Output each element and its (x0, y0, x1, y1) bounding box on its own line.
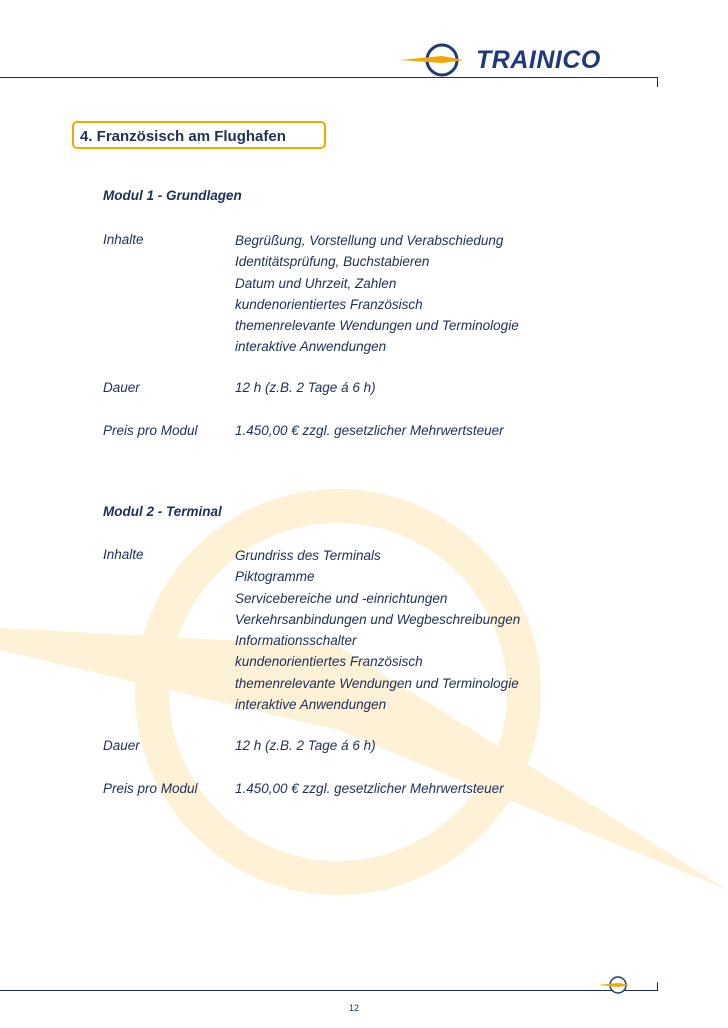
module-2-content-list (235, 545, 520, 715)
module-1-duration-value: 12 h (z.B. 2 Tage á 6 h) (235, 380, 376, 395)
footer-rule-tick (657, 982, 658, 991)
list-item: Grundriss des Terminals (235, 548, 381, 563)
list-item: interaktive Anwendungen (235, 697, 387, 713)
list-item: Datum und Uhrzeit, Zahlen (235, 275, 397, 291)
module-1-content-label: Inhalte (103, 232, 144, 247)
module-1-title: Modul 1 - Grundlagen (103, 188, 242, 203)
module-1-price-value: 1.450,00 € zzgl. gesetzlicher Mehrwertsteuer (235, 423, 504, 438)
footer-logo-icon (596, 974, 636, 996)
list-item: interaktive Anwendungen (235, 339, 387, 355)
list-item: Verkehrsanbindungen und Wegbeschreibungen (235, 611, 521, 627)
module-2-duration-label: Dauer (103, 738, 140, 753)
module-1-content-list (235, 230, 519, 358)
module-1-duration-label: Dauer (103, 380, 140, 395)
header-rule-tick (657, 77, 658, 87)
module-2-content-label: Inhalte (103, 547, 144, 562)
module-2-price-value: 1.450,00 € zzgl. gesetzlicher Mehrwertsteuer (235, 781, 504, 796)
page-number: 12 (348, 1003, 359, 1013)
list-item: themenrelevante Wendungen und Terminologie (235, 675, 519, 691)
list-item: Informationsschalter (235, 633, 357, 649)
module-2-title: Modul 2 - Terminal (103, 504, 222, 519)
list-item: Servicebereiche und -einrichtungen (235, 590, 448, 606)
footer-rule (0, 990, 658, 991)
brand-wordmark: TRAINICO (476, 46, 601, 74)
module-2-duration-value: 12 h (z.B. 2 Tage á 6 h) (235, 738, 376, 753)
list-item: themenrelevante Wendungen und Terminologie (235, 318, 519, 334)
list-item: Piktogramme (235, 569, 315, 585)
list-item: Identitätsprüfung, Buchstabieren (235, 254, 430, 270)
module-1-price-label: Preis pro Modul (103, 423, 198, 438)
list-item: kundenorientiertes Französisch (235, 296, 423, 312)
module-2-price-label: Preis pro Modul (103, 781, 198, 796)
list-item: Begrüßung, Vorstellung und Verabschiedung (235, 233, 504, 248)
section-title: 4. Französisch am Flughafen (72, 121, 326, 149)
list-item: kundenorientiertes Französisch (235, 654, 423, 670)
